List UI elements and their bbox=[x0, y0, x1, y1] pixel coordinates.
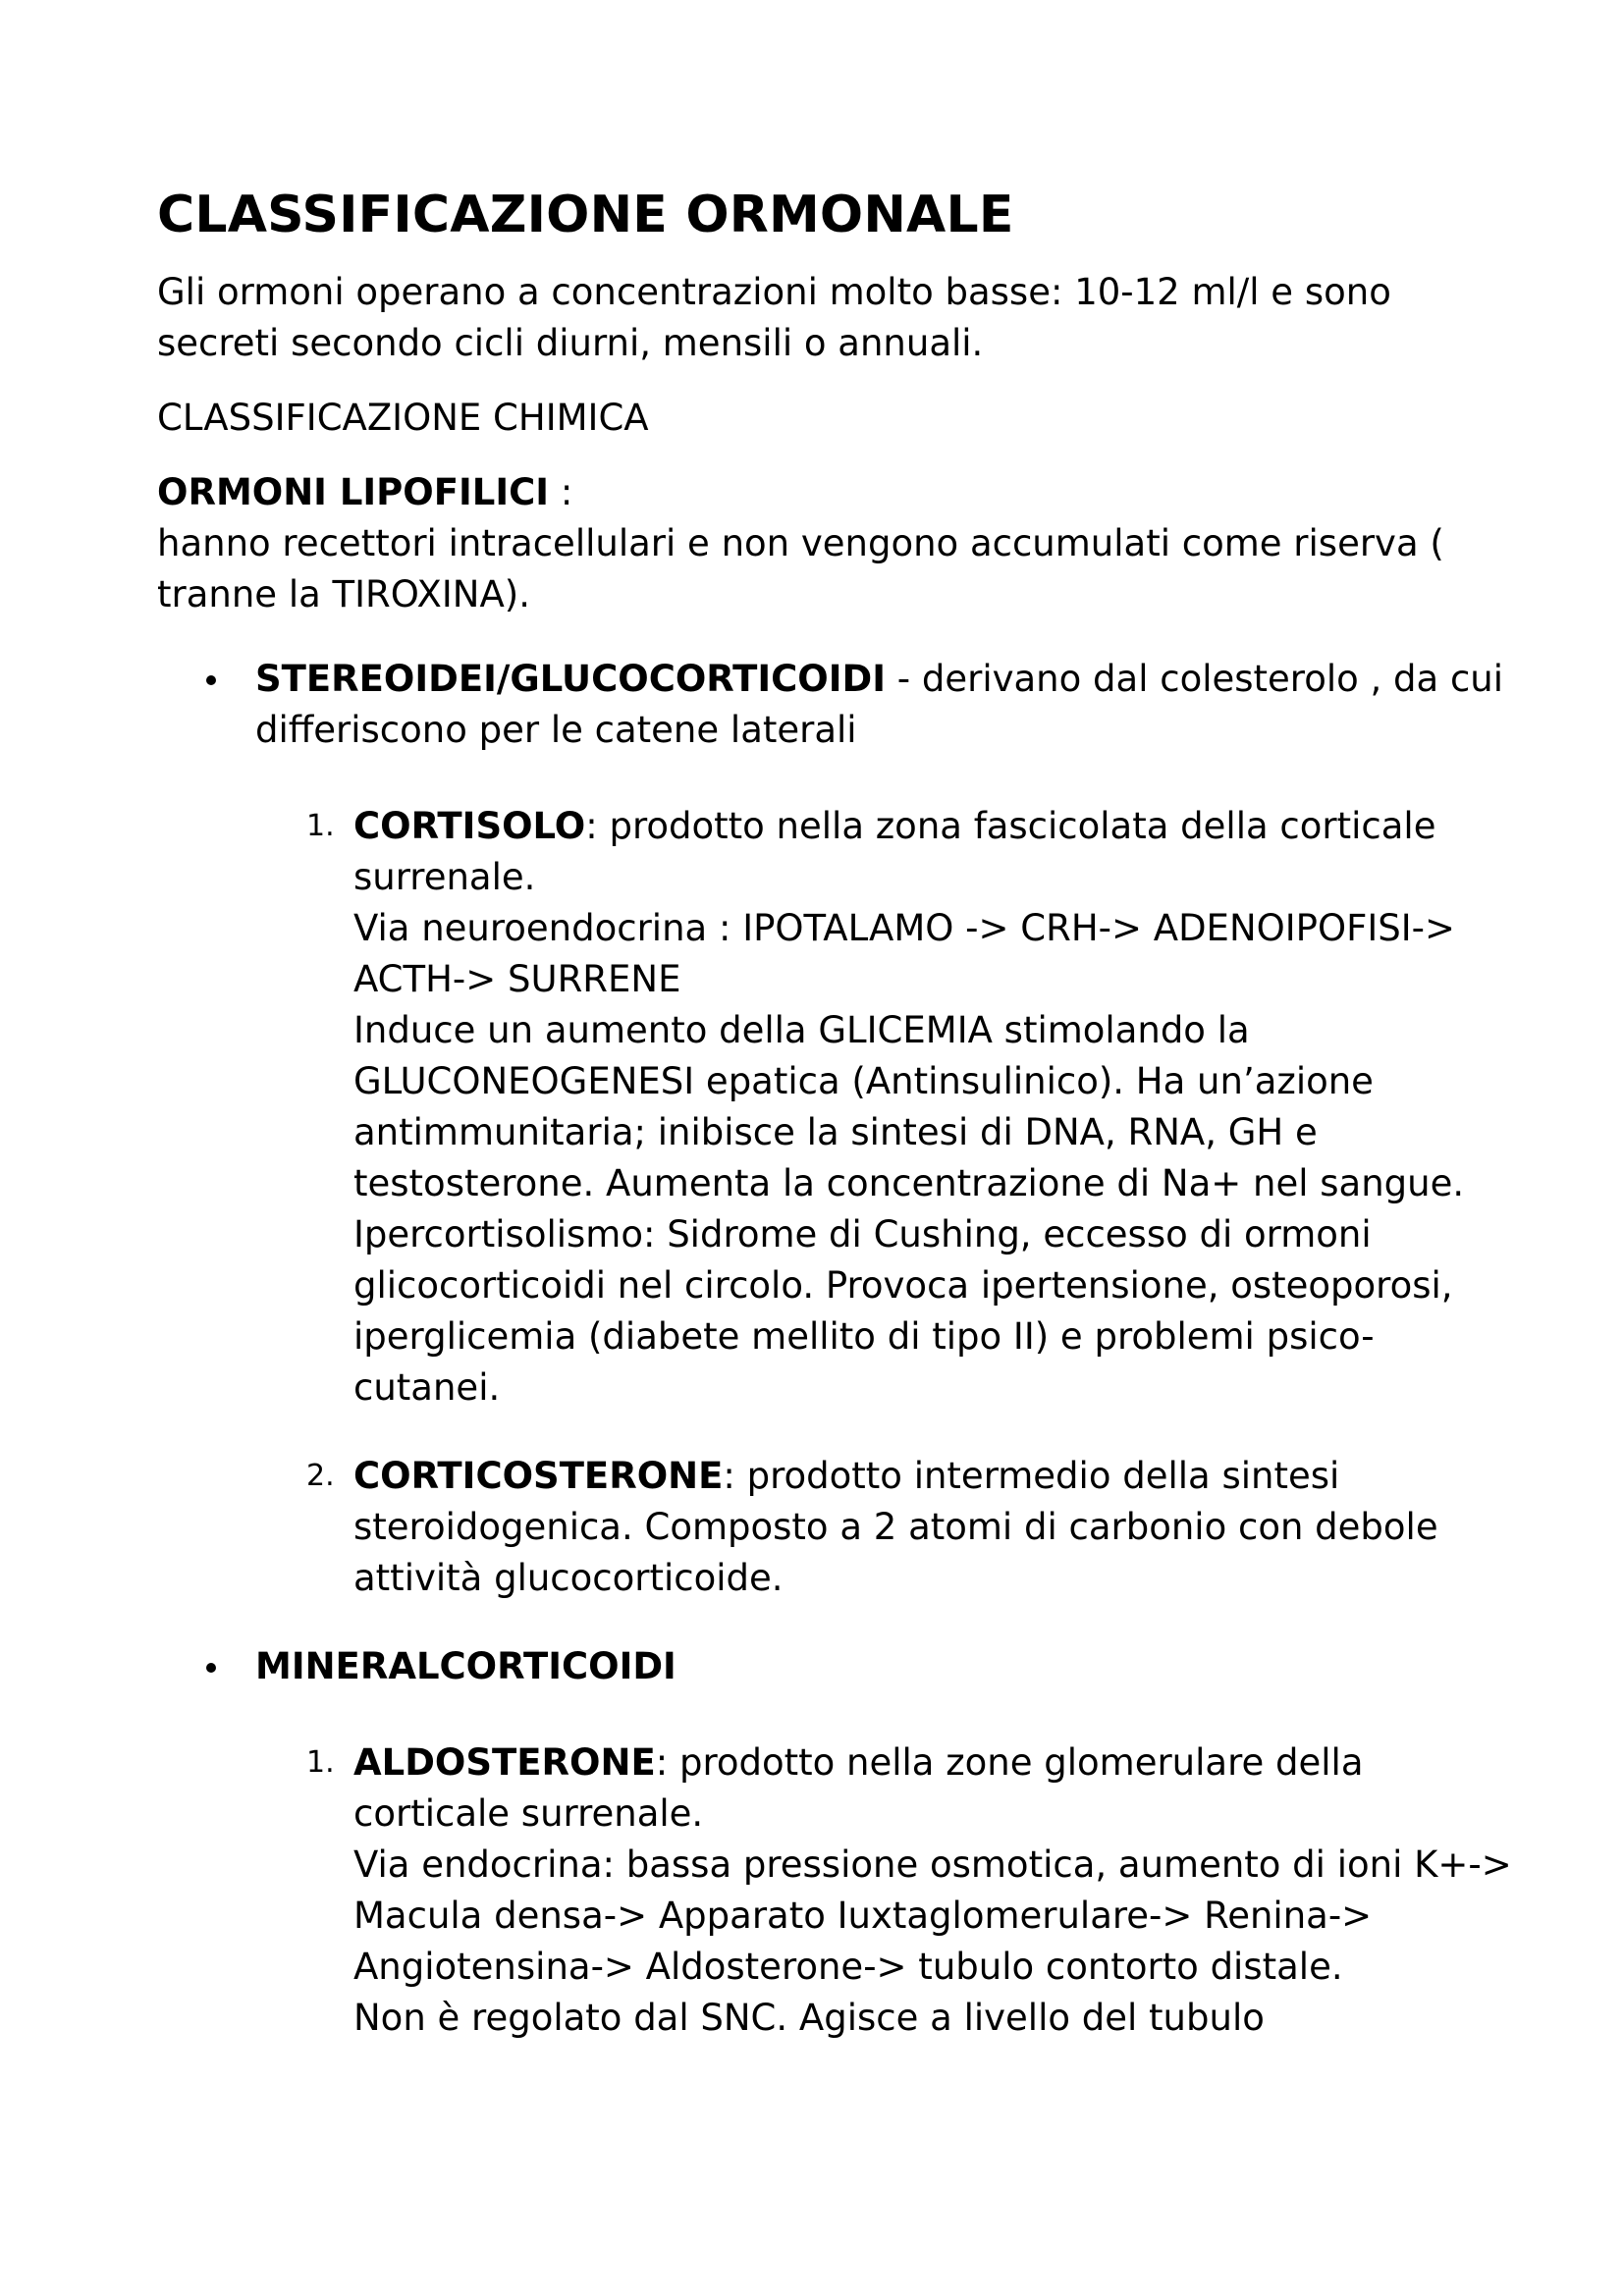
item-line: : prodotto intermedio della sintesi steroidogenica. Composto a 2 atomi di carbonio con debole attività glucocorticoide. bbox=[353, 1455, 1438, 1600]
steroidei-sublist bbox=[255, 801, 1512, 1604]
bullet-steroidei bbox=[157, 654, 1512, 1604]
item-line: Non è regolato dal SNC. Agisce a livello del tubulo bbox=[353, 1997, 1265, 2040]
lipofilici-block bbox=[157, 467, 1512, 620]
item-number: 1. bbox=[306, 809, 335, 844]
mineral-heading: MINERALCORTICOIDI bbox=[255, 1645, 676, 1688]
document-page bbox=[157, 185, 1512, 2081]
item-line: : prodotto nella zona fascicolata della corticale surrenale. bbox=[353, 805, 1436, 899]
bullet-icon bbox=[206, 675, 216, 685]
lipofilici-text: hanno recettori intracellulari e non vengono accumulati come riserva ( tranne la TIROXINA). bbox=[157, 522, 1444, 616]
list-item-corticosterone bbox=[255, 1451, 1512, 1604]
page-title: CLASSIFICAZIONE ORMONALE bbox=[157, 186, 1014, 244]
lipofilici-heading-suffix: : bbox=[549, 471, 573, 514]
item-line: Induce un aumento della GLICEMIA stimolando la GLUCONEOGENESI epatica (Antinsulinico). Ha un’azione antimmunitaria; inibisce la sintesi di DNA, RNA, GH e testosterone. Aumenta la concentrazione di Na+ nel sangue. bbox=[353, 1009, 1465, 1205]
item-name: CORTICOSTERONE bbox=[353, 1455, 724, 1498]
list-item-cortisolo bbox=[255, 801, 1512, 1414]
item-number: 2. bbox=[306, 1459, 335, 1494]
bullet-icon bbox=[206, 1663, 216, 1673]
hormone-class-list bbox=[157, 654, 1512, 2044]
steroidei-text: - derivano dal colesterolo , da cui differiscono per le catene laterali bbox=[255, 658, 1504, 752]
item-number: 1. bbox=[306, 1745, 335, 1781]
bullet-mineralcorticoidi bbox=[157, 1641, 1512, 2044]
item-line: : prodotto nella zone glomerulare della corticale surrenale. bbox=[353, 1741, 1364, 1836]
section-title: CLASSIFICAZIONE CHIMICA bbox=[157, 397, 649, 440]
item-name: CORTISOLO bbox=[353, 805, 586, 848]
list-item-aldosterone bbox=[255, 1737, 1512, 2044]
item-line: Via endocrina: bassa pressione osmotica, aumento di ioni K+-> Macula densa-> Apparato Iuxtaglomerulare-> Renina-> Angiotensina-> Aldosterone-> tubulo contorto distale. bbox=[353, 1843, 1512, 1989]
item-name: ALDOSTERONE bbox=[353, 1741, 656, 1785]
item-line: Via neuroendocrina : IPOTALAMO -> CRH-> ADENOIPOFISI-> ACTH-> SURRENE bbox=[353, 907, 1456, 1001]
item-line: Ipercortisolismo: Sidrome di Cushing, eccesso di ormoni glicocorticoidi nel circolo. Provoca ipertensione, osteoporosi, iperglicemia (diabete mellito di tipo II) e problemi psico-cutanei. bbox=[353, 1213, 1453, 1410]
steroidei-heading: STEREOIDEI/GLUCOCORTICOIDI bbox=[255, 658, 886, 701]
mineral-sublist bbox=[255, 1737, 1512, 2044]
intro-paragraph: Gli ormoni operano a concentrazioni molto basse: 10-12 ml/l e sono secreti secondo cicli diurni, mensili o annuali. bbox=[157, 271, 1391, 365]
lipofilici-heading: ORMONI LIPOFILICI bbox=[157, 471, 550, 514]
